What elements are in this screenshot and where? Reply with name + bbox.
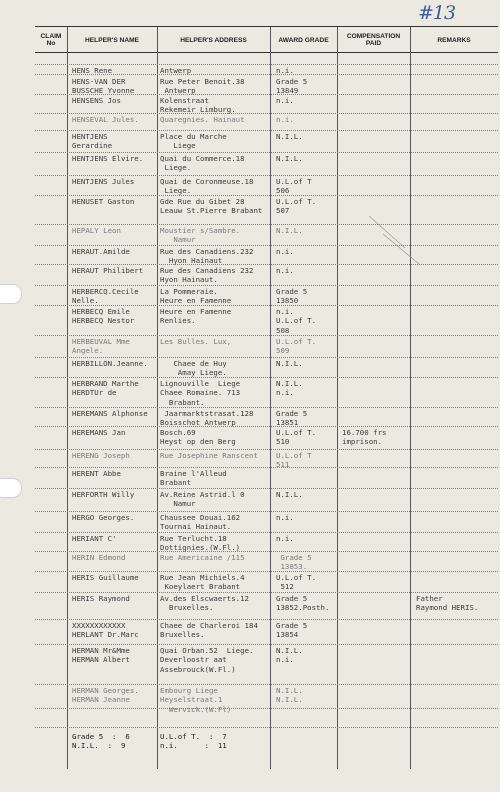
award-grade: N.I.L. n.i. xyxy=(276,379,303,398)
pencil-stroke-icon xyxy=(365,214,423,266)
helper-name: XXXXXXXXXXXX HERLANT Dr.Marc xyxy=(72,621,139,640)
row-separator xyxy=(35,175,498,176)
page-number: #13 xyxy=(418,2,456,24)
helper-address: Heure en Famenne Renlies. xyxy=(160,307,232,326)
award-grade: n.i. xyxy=(276,66,294,75)
helper-name: HERFORTH Willy xyxy=(72,490,135,499)
helper-name: HERMAN Mr&Mme HERMAN Albert xyxy=(72,646,130,665)
row-separator xyxy=(35,152,498,153)
helper-address: Rue Peter Benoit.38 Antwerp xyxy=(160,77,245,96)
header-helpers-name: HELPER'S NAME xyxy=(85,36,139,44)
award-grade: U.L.of T. 509 xyxy=(276,337,317,356)
helper-address: Lignouville Liege Chaee Romaine. 713 Brabant. xyxy=(160,379,241,407)
compensation-paid: 16.700 frs imprison. xyxy=(342,428,387,447)
column-divider xyxy=(337,27,338,769)
row-separator xyxy=(35,571,498,572)
award-grade: N.I.L. n.i. xyxy=(276,646,303,665)
helper-address: Chaee de Charleroi 184 Bruxelles. xyxy=(160,621,258,640)
award-grade: Grade 5 13852.Posth. xyxy=(276,594,330,613)
helper-address: Rue Josephine Ranscent xyxy=(160,451,258,460)
award-grade: n.i. xyxy=(276,266,294,275)
helper-address: Kolenstraat Rekemeir Limburg. xyxy=(160,96,236,115)
helper-name: HERGO Georges. xyxy=(72,513,135,522)
helper-address: Quaregnies. Hainaut xyxy=(160,115,245,124)
row-separator xyxy=(35,532,498,533)
header-helpers-address: HELPER'S ADDRESS xyxy=(180,36,247,44)
header-bottom-rule xyxy=(35,52,498,53)
helper-address: Gde Rue du Gibet 28 Leauw St.Pierre Brabant xyxy=(160,197,263,216)
helper-address: Rue des Canadiens.232 Hyon Hainaut xyxy=(160,247,254,266)
helper-name: HERAUT Philibert xyxy=(72,266,144,275)
helper-name: HERAUT.Amilde xyxy=(72,247,130,256)
helper-name: HERENG Joseph xyxy=(72,451,130,460)
row-separator xyxy=(35,467,498,468)
helper-name: HENTJENS Jules xyxy=(72,177,135,186)
helper-address: La Pommeraie. Heure en Famenne xyxy=(160,287,232,306)
helper-address: Moustier s/Sambre. Namur xyxy=(160,226,241,245)
helper-name: HERBEUVAL Mme Angele. xyxy=(72,337,130,356)
helper-name: HENUSET Gaston xyxy=(72,197,135,206)
award-grade: U.L.of T 506 xyxy=(276,177,312,196)
helper-name: HERMAN Georges. HERMAN Jeanne xyxy=(72,686,139,705)
helper-name: HEREMANS Jan xyxy=(72,428,126,437)
header-claim-no: CLAIM No xyxy=(40,33,62,47)
row-separator xyxy=(35,684,498,685)
award-grade: N.I.L. xyxy=(276,226,303,235)
row-separator xyxy=(35,224,498,225)
award-grade: N.I.L. xyxy=(276,359,303,368)
row-separator xyxy=(35,195,498,196)
helper-address: Rue Jean Michiels.4 Koeylaert Brabant xyxy=(160,573,245,592)
award-grade: n.i. xyxy=(276,115,294,124)
helper-name: HEPALY Leon xyxy=(72,226,121,235)
row-separator xyxy=(35,449,498,450)
award-grade: Grade 5 13854 xyxy=(276,621,308,640)
binder-hole-icon xyxy=(0,284,22,304)
award-grade: n.i. U.L.of T. 508 xyxy=(276,307,317,335)
helper-address: Jaarmarktstrasat.128 Boisschot Antwerp xyxy=(160,409,254,428)
award-grade: U.L.of T. 512 xyxy=(276,573,317,592)
award-grade: U.L.of T. 507 xyxy=(276,197,317,216)
award-grade: Grade 5 13853. xyxy=(280,553,312,572)
helper-name: HERIN Edmond xyxy=(72,553,126,562)
helper-name: HERBECQ Emile HERBECQ Nestor xyxy=(72,307,135,326)
row-separator xyxy=(35,407,498,408)
header-compensation-paid: COMPENSATION PAID xyxy=(346,33,401,47)
award-grade: Grade 5 13851 xyxy=(276,409,308,428)
row-separator xyxy=(35,357,498,358)
row-separator xyxy=(35,511,498,512)
helper-address: Place du Marche Liege xyxy=(160,132,227,151)
helper-name: HERIANT C' xyxy=(72,534,117,543)
helper-address: Bosch.69 Heyst op den Berg xyxy=(160,428,236,447)
helper-name: HENSEVAL Jules. xyxy=(72,115,139,124)
helper-name: HERBILLON.Jeanne. xyxy=(72,359,148,368)
row-separator xyxy=(35,335,498,336)
helper-address: Embourg Liege Heyselstraat.1 Wervick.(W.Fl) xyxy=(160,686,232,714)
award-grade: U.L.of T. 510 xyxy=(276,428,317,447)
helper-address: Antwerp xyxy=(160,66,192,75)
award-grade: n.i. xyxy=(276,96,294,105)
helper-name: HEREMANS Alphonse xyxy=(72,409,148,418)
award-grade: N.I.L. xyxy=(276,154,303,163)
row-separator xyxy=(35,64,498,65)
row-separator xyxy=(35,708,498,709)
helper-address: Quai de Coronmeuse.18 Liege. xyxy=(160,177,254,196)
helper-address: Chaussee Douai.162 Tournai Hainaut. xyxy=(160,513,241,532)
helper-name: HENSENS Jos xyxy=(72,96,121,105)
row-separator xyxy=(35,264,498,265)
row-separator xyxy=(35,377,498,378)
award-grade: n.i. xyxy=(276,534,294,543)
column-divider xyxy=(270,27,271,769)
row-separator xyxy=(35,245,498,246)
helper-name: HENS Rene xyxy=(72,66,113,75)
row-separator xyxy=(35,426,498,427)
binder-hole-icon xyxy=(0,478,22,498)
helper-address: Rue des Canadiens 232 Hyon Hainaut. xyxy=(160,266,254,285)
helper-address: Rue Americaine /115 xyxy=(160,553,245,562)
header-award-grade: AWARD GRADE xyxy=(278,36,329,44)
helper-address: Rue Terlucht.18 Dottignies.(W.Fl.) xyxy=(160,534,241,553)
totals-grade-summary: Grade 5 : 6 N.I.L. : 9 xyxy=(72,732,130,751)
row-separator xyxy=(35,285,498,286)
helper-address: Av.des Elscwaerts.12 Bruxelles. xyxy=(160,594,249,613)
helper-address: Braine l'Alleud Brabant xyxy=(160,469,227,488)
helper-name: HERBERCQ.Cecile Nelle. xyxy=(72,287,139,306)
column-divider xyxy=(157,27,158,769)
award-grade: N.I.L. xyxy=(276,132,303,141)
row-separator xyxy=(35,619,498,620)
award-grade: n.i. xyxy=(276,247,294,256)
award-grade: Grade 5 13849 xyxy=(276,77,308,96)
helper-name: HENS-VAN DER BUSSCHE Yvonne xyxy=(72,77,135,96)
column-divider xyxy=(410,27,411,769)
award-grade: N.I.L. N.I.L. xyxy=(276,686,303,705)
helper-address: Les Bulles. Lux, xyxy=(160,337,232,346)
row-separator xyxy=(35,592,498,593)
award-grade: N.I.L. xyxy=(276,490,303,499)
remarks: Father Raymond HERIS. xyxy=(416,594,479,613)
totals-ul-summary: U.L.of T. : 7 n.i. : 11 xyxy=(160,732,227,751)
award-grade: n.i. xyxy=(276,513,294,522)
helper-name: HENTJENS Gerardine xyxy=(72,132,113,151)
row-separator xyxy=(35,130,498,131)
row-separator xyxy=(35,551,498,552)
row-separator xyxy=(35,488,498,489)
helper-name: HERIS Raymond xyxy=(72,594,130,603)
award-grade: Grade 5 13850 xyxy=(276,287,308,306)
row-separator xyxy=(35,644,498,645)
row-separator xyxy=(35,113,498,114)
helper-address: Av.Reine Astrid.l 0 Namur xyxy=(160,490,245,509)
helper-name: HERENT Abbe xyxy=(72,469,121,478)
row-separator xyxy=(35,727,498,728)
award-grade: U.L.of T 511 xyxy=(276,451,312,470)
helper-name: HERIS Guillaume xyxy=(72,573,139,582)
helper-name: HENTJENS Elvire. xyxy=(72,154,144,163)
helper-name: HERBRAND Marthe HERDTUr de xyxy=(72,379,139,398)
table-top-rule xyxy=(35,26,498,27)
helper-address: Quai Orban.52 Liege. Deverloostr aat Assebrouck(W.Fl.) xyxy=(160,646,254,674)
header-remarks: REMARKS xyxy=(437,36,471,44)
column-divider xyxy=(67,27,68,769)
helper-address: Quai du Commerce.18 Liege. xyxy=(160,154,245,173)
helper-address: Chaee de Huy Amay Liege. xyxy=(173,359,227,378)
